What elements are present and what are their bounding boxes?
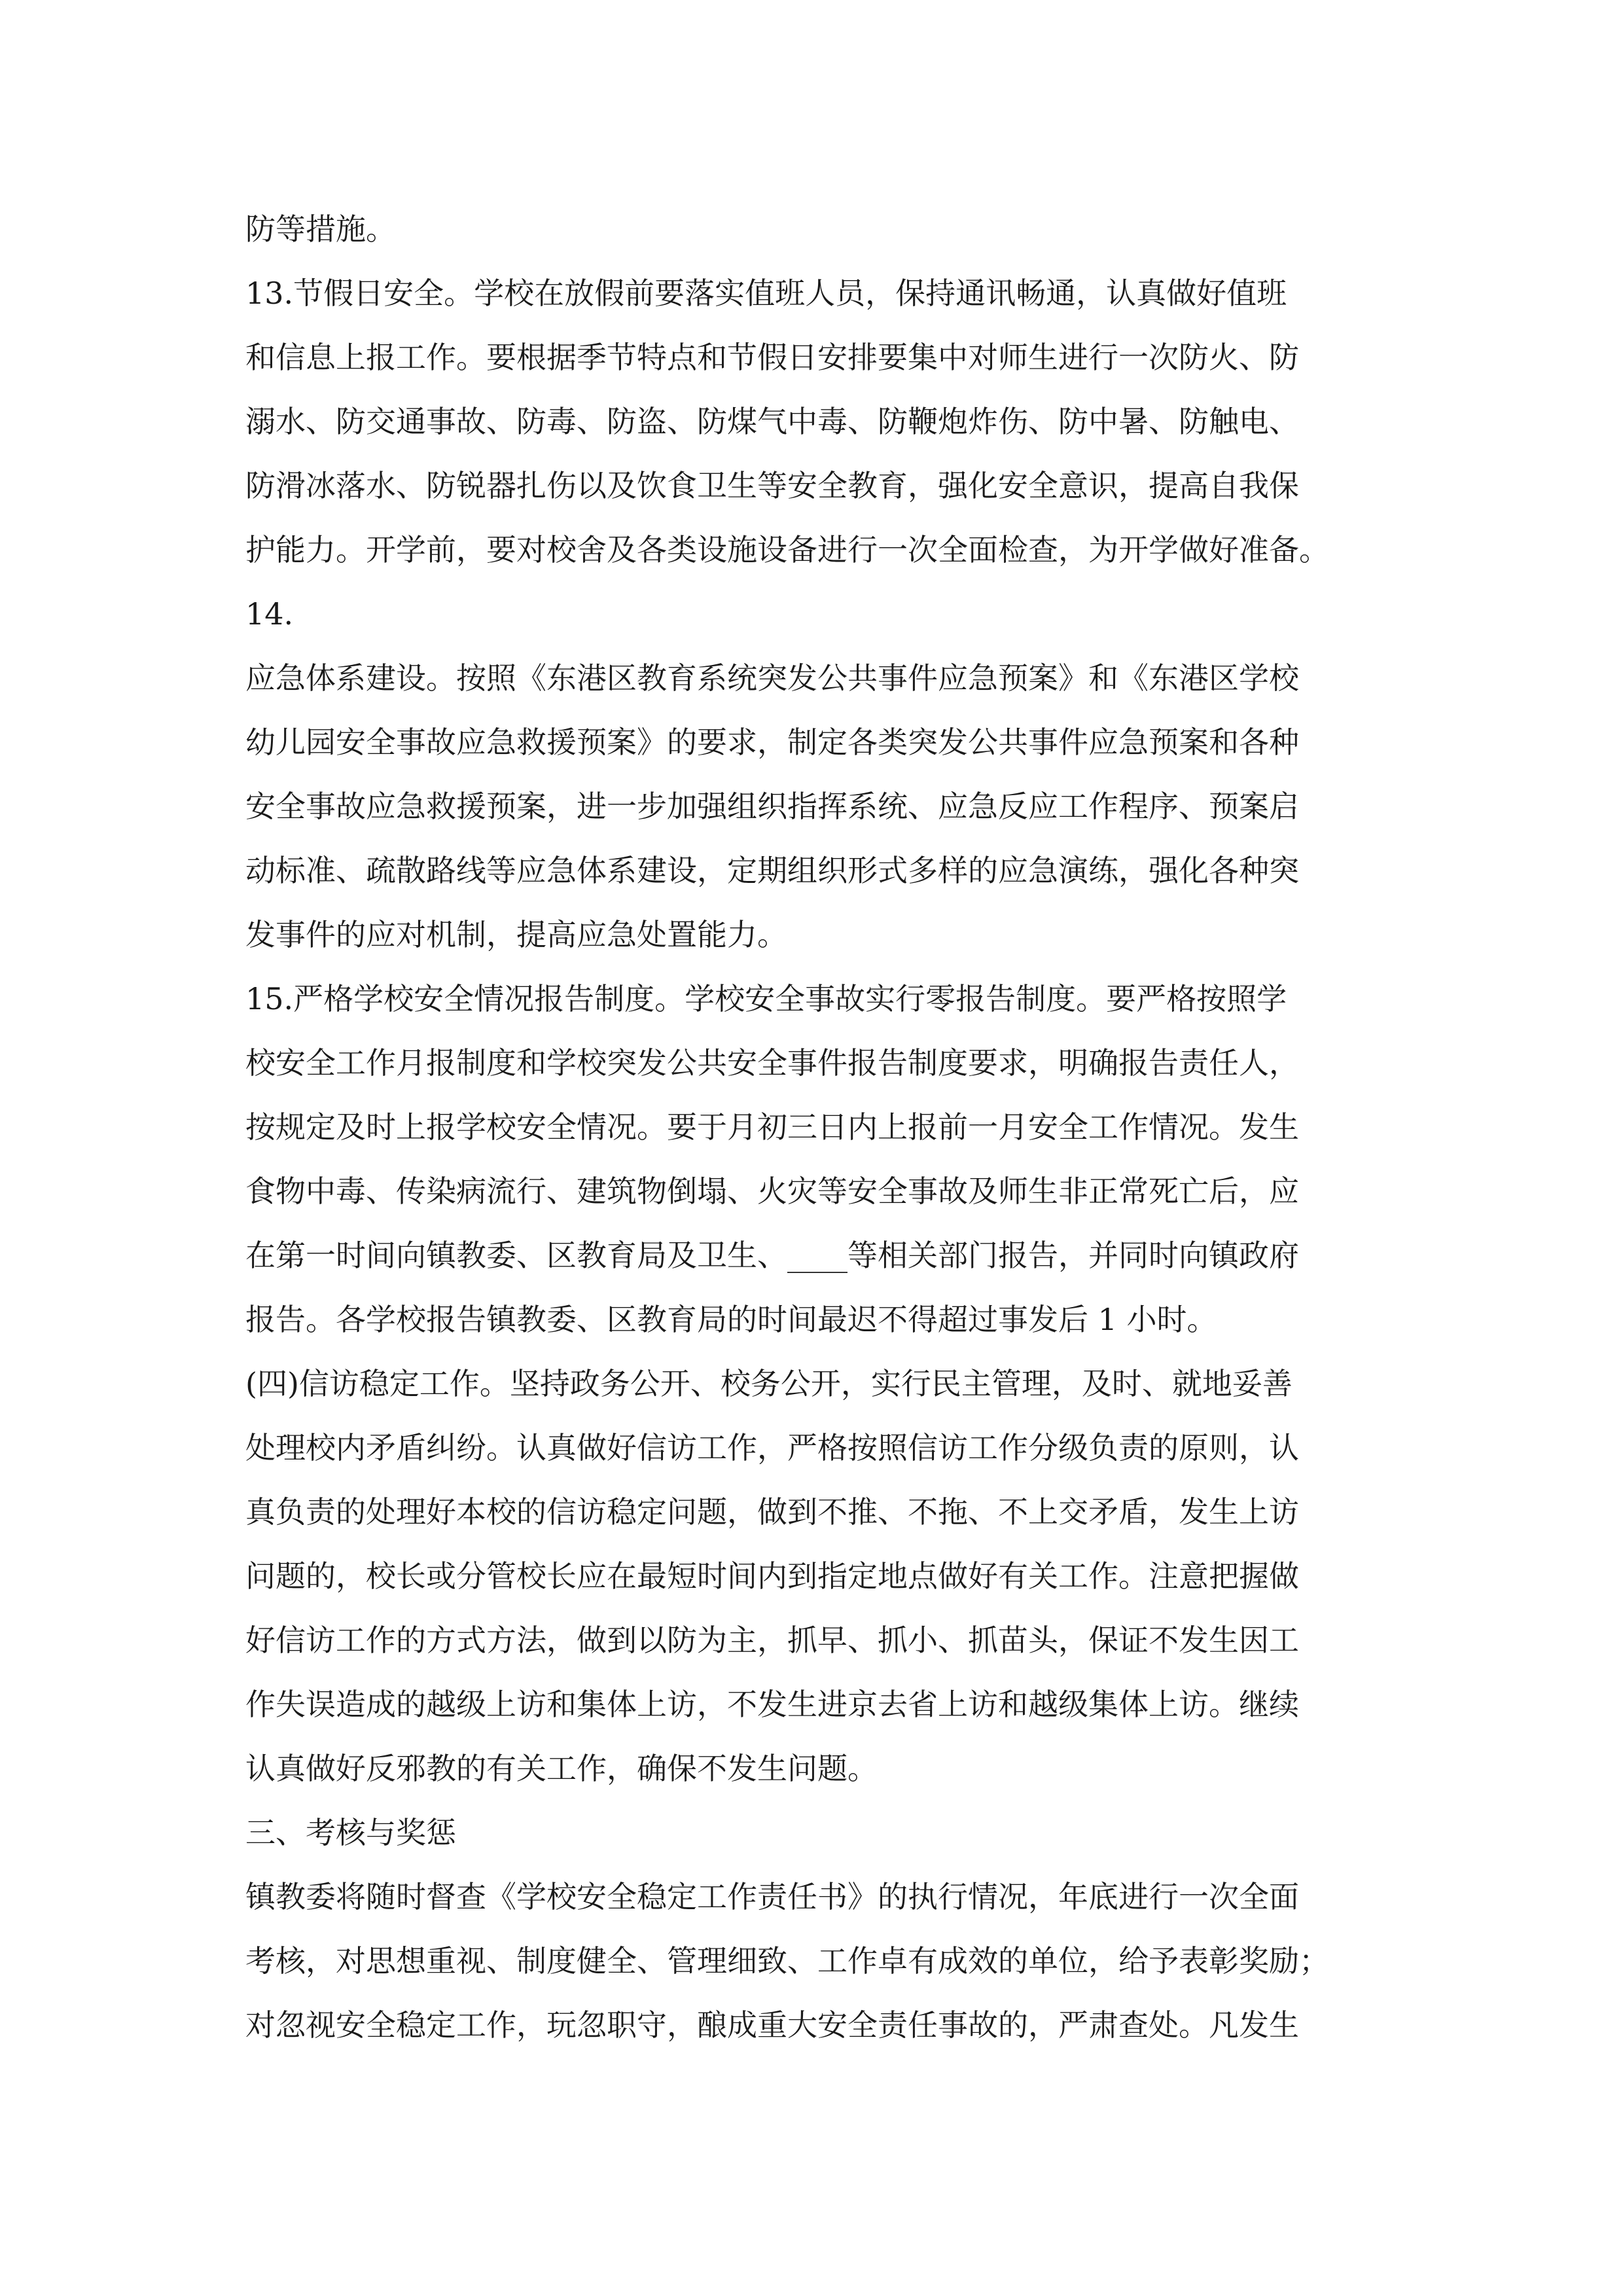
text-line: 15.严格学校安全情况报告制度。学校安全事故实行零报告制度。要严格按照学 [245, 981, 1287, 1016]
text-line: 报告。各学校报告镇教委、区教育局的时间最迟不得超过事发后 1 小时。 [245, 1302, 1217, 1337]
text-line: 防滑冰落水、防锐器扎伤以及饮食卫生等安全教育，强化安全意识，提高自我保 [245, 468, 1299, 503]
text-line: 幼儿园安全事故应急救援预案》的要求，制定各类突发公共事件应急预案和各种 [245, 725, 1299, 760]
text-line: 真负责的处理好本校的信访稳定问题，做到不推、不拖、不上交矛盾，发生上访 [245, 1494, 1299, 1530]
text-line: 认真做好反邪教的有关工作，确保不发生问题。 [245, 1751, 878, 1786]
text-line: 安全事故应急救援预案，进一步加强组织指挥系统、应急反应工作程序、预案启 [245, 789, 1299, 824]
text-line: 动标准、疏散路线等应急体系建设，定期组织形式多样的应急演练，强化各种突 [245, 853, 1299, 888]
text-line: 校安全工作月报制度和学校突发公共安全事件报告制度要求，明确报告责任人， [245, 1045, 1299, 1081]
text-line: 按规定及时上报学校安全情况。要于月初三日内上报前一月安全工作情况。发生 [245, 1109, 1299, 1145]
text-line: 发事件的应对机制，提高应急处置能力。 [245, 917, 787, 952]
text-line: 问题的，校长或分管校长应在最短时间内到指定地点做好有关工作。注意把握做 [245, 1558, 1299, 1594]
text-line: (四)信访稳定工作。坚持政务公开、校务公开，实行民主管理，及时、就地妥善 [245, 1366, 1293, 1401]
text-line: 13.节假日安全。学校在放假前要落实值班人员，保持通讯畅通，认真做好值班 [245, 276, 1287, 311]
text-line: 和信息上报工作。要根据季节特点和节假日安排要集中对师生进行一次防火、防 [245, 340, 1299, 375]
text-line: 镇教委将随时督查《学校安全稳定工作责任书》的执行情况，年底进行一次全面 [245, 1879, 1299, 1914]
text-line: 食物中毒、传染病流行、建筑物倒塌、火灾等安全事故及师生非正常死亡后，应 [245, 1174, 1299, 1209]
text-line: 在第一时间向镇教委、区教育局及卫生、____等相关部门报告，并同时向镇政府 [245, 1238, 1299, 1273]
text-line: 溺水、防交通事故、防毒、防盗、防煤气中毒、防鞭炮炸伤、防中暑、防触电、 [245, 404, 1299, 439]
text-line: 作失误造成的越级上访和集体上访，不发生进京去省上访和越级集体上访。继续 [245, 1687, 1299, 1722]
text-line: 考核，对思想重视、制度健全、管理细致、工作卓有成效的单位，给予表彰奖励； [245, 1943, 1329, 1979]
text-line: 对忽视安全稳定工作，玩忽职守，酿成重大安全责任事故的，严肃查处。凡发生 [245, 2007, 1299, 2043]
text-line: 处理校内矛盾纠纷。认真做好信访工作，严格按照信访工作分级负责的原则，认 [245, 1430, 1299, 1465]
text-line: 应急体系建设。按照《东港区教育系统突发公共事件应急预案》和《东港区学校 [245, 660, 1299, 696]
text-line: 护能力。开学前，要对校舍及各类设施设备进行一次全面检查，为开学做好准备。 [245, 532, 1329, 567]
text-line: 防等措施。 [245, 211, 396, 247]
section-heading: 三、考核与奖惩 [245, 1815, 456, 1850]
text-line: 14. [245, 596, 294, 632]
text-line: 好信访工作的方式方法，做到以防为主，抓早、抓小、抓苗头，保证不发生因工 [245, 1623, 1299, 1658]
